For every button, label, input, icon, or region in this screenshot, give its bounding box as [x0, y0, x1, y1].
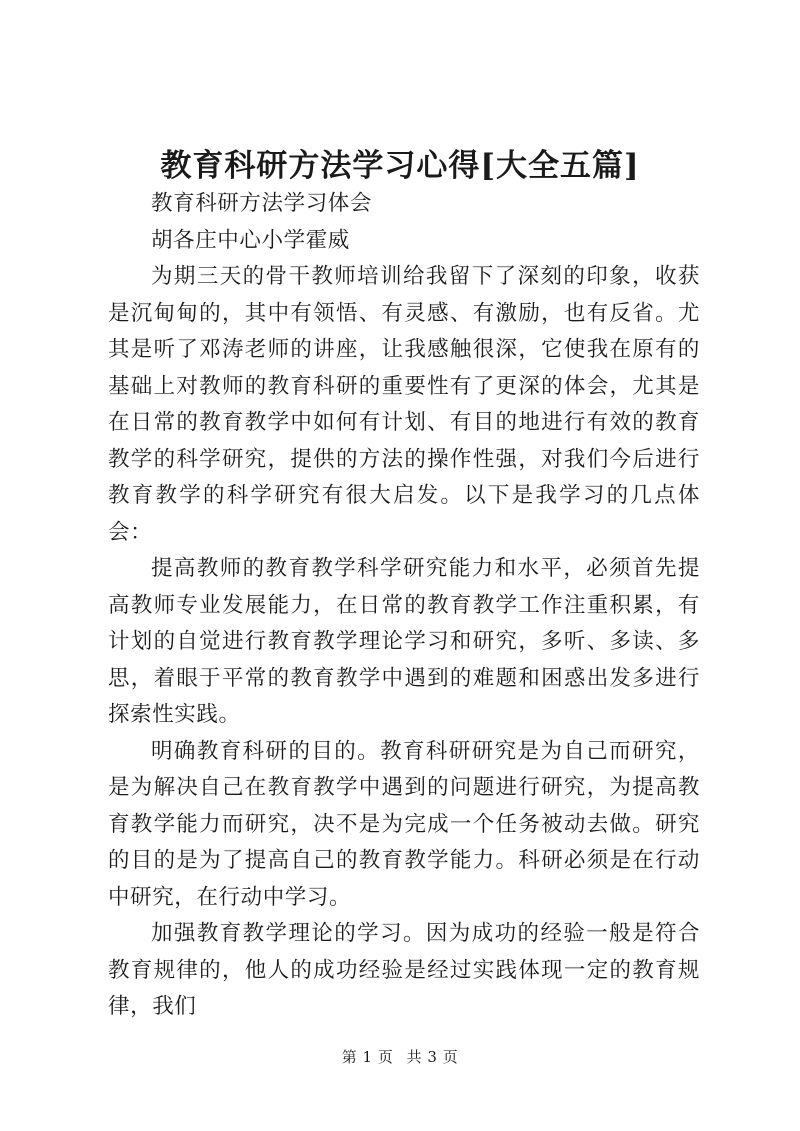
document-title: 教育科研方法学习心得[大全五篇] — [160, 148, 640, 184]
paragraph-subtitle: 教育科研方法学习体会 — [151, 191, 373, 216]
paragraph: 加强教育教学理论的学习。因为成功的经验一般是符合教育规律的，他人的成功经验是经过实践体现一定的教育规律，我们 — [108, 921, 700, 1019]
page-footer — [0, 1046, 800, 1067]
paragraph: 提高教师的教育教学科学研究能力和水平，必须首先提高教师专业发展能力，在日常的教育教学工作注重积累，有计划的自觉进行教育教学理论学习和研究，多听、多读、多思，着眼于平常的教育教学中遇到的难题和困惑出发多进行探索性实践。 — [108, 556, 700, 727]
paragraph: 明确教育科研的目的。教育科研研究是为自己而研究，是为解决自己在教育教学中遇到的问题进行研究，为提高教育教学能力而研究，决不是为完成一个任务被动去做。研究的目的是为了提高自己的教育教学能力。科研必须是在行动中研究，在行动中学习。 — [108, 738, 700, 910]
document-body — [108, 186, 700, 1026]
page-number: 第 1 页 — [341, 1048, 394, 1066]
paragraph-author: 胡各庄中心小学霍威 — [151, 227, 350, 253]
page-total: 共 3 页 — [406, 1048, 459, 1066]
paragraph: 为期三天的骨干教师培训给我留下了深刻的印象，收获是沉甸甸的，其中有领悟、有灵感、有激励，也有反省。尤其是听了邓涛老师的讲座，让我感触很深，它使我在原有的基础上对教师的教育科研的重要性有了更深的体会，尤其是在日常的教育教学中如何有计划、有目的地进行有效的教育教学的科学研究，提供的方法的操作性强，对我们今后进行教育教学的科学研究有很大启发。以下是我学习的几点体会： — [108, 264, 700, 545]
